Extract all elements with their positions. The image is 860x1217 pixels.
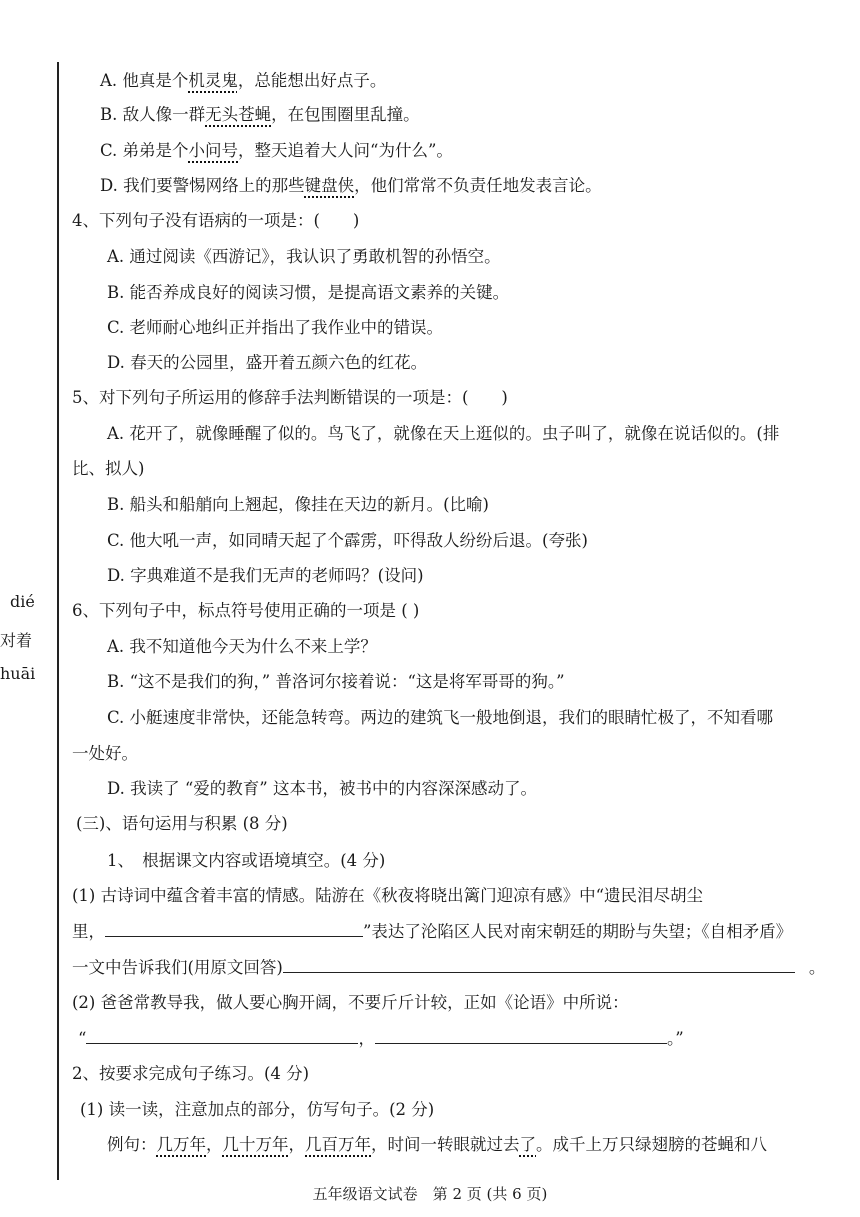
- q6-option-d: D. 我读了 “爱的教育” 这本书，被书中的内容深深感动了。: [107, 779, 537, 798]
- q6-stem: 6、下列句子中，标点符号使用正确的一项是 ( ): [72, 601, 420, 620]
- q3-option-d: D. 我们要警惕网络上的那些键盘侠，他们常常不负责任地发表言论。: [100, 176, 602, 195]
- q3-option-c: C. 弟弟是个小问号，整天追着大人问“为什么”。: [100, 141, 453, 160]
- q4-option-c: C. 老师耐心地纠正并指出了我作业中的错误。: [107, 318, 444, 337]
- fill-blank-1[interactable]: [105, 922, 363, 937]
- q6-option-c-line1: C. 小艇速度非常快，还能急转弯。两边的建筑飞一般地倒退，我们的眼睛忙极了，不知看哪: [107, 708, 774, 727]
- q3-option-a: A. 他真是个机灵鬼，总能想出好点子。: [100, 71, 387, 90]
- page-footer: 五年级语文试卷 第 2 页 (共 6 页): [312, 1185, 548, 1203]
- s3-q2-1: (1) 读一读，注意加点的部分，仿写句子。(2 分): [80, 1100, 435, 1119]
- q6-option-b: B. “这不是我们的狗，” 普洛诃尔接着说：“这是将军哥哥的狗。”: [107, 672, 565, 691]
- q5-option-c: C. 他大吼一声，如同晴天起了个霹雳，吓得敌人纷纷后退。(夸张): [107, 531, 588, 550]
- s3-q1-1-line1: (1) 古诗词中蕴含着丰富的情感。陆游在《秋夜将晓出篱门迎凉有感》中“遗民泪尽胡尘: [72, 886, 704, 905]
- q4-option-a: A. 通过阅读《西游记》，我认识了勇敢机智的孙悟空。: [107, 247, 501, 266]
- margin-text-fragment: 对着: [0, 631, 33, 650]
- section3-title: (三)、语句运用与积累 (8 分): [76, 814, 288, 833]
- margin-pinyin-huai: huāi: [0, 664, 36, 683]
- fill-blank-3[interactable]: [86, 1029, 358, 1044]
- s3-q1-2-line2: “ ， 。”: [78, 1029, 684, 1048]
- q3-option-b: B. 敌人像一群无头苍蝇，在包围圈里乱撞。: [100, 105, 420, 124]
- q5-option-a-line1: A. 花开了，就像睡醒了似的。鸟飞了，就像在天上逛似的。虫子叫了，就像在说话似的。(排: [107, 424, 780, 443]
- margin-pinyin-die: dié: [10, 592, 35, 611]
- fill-blank-2[interactable]: [283, 958, 795, 973]
- s3-q1-1-line2: 里， ”表达了沦陷区人民对南宋朝廷的期盼与失望；《自相矛盾》: [72, 922, 793, 941]
- s3-q1-2-line1: (2) 爸爸常教导我，做人要心胸开阔，不要斤斤计较，正如《论语》中所说：: [72, 993, 629, 1012]
- q5-option-a-line2: 比、拟人): [72, 459, 145, 478]
- q5-stem: 5、对下列句子所运用的修辞手法判断错误的一项是：( ): [72, 388, 508, 407]
- q5-option-d: D. 字典难道不是我们无声的老师吗？(设问): [107, 566, 424, 585]
- q4-option-b: B. 能否养成良好的阅读习惯，是提高语文素养的关键。: [107, 283, 510, 302]
- binding-margin-line: [57, 62, 59, 1180]
- q4-stem: 4、下列句子没有语病的一项是：( ): [72, 211, 360, 230]
- q6-option-a: A. 我不知道他今天为什么不来上学？: [107, 637, 377, 656]
- s3-q1-1-line3: 一文中告诉我们(用原文回答) 。: [72, 958, 826, 977]
- s3-q2-stem: 2、按要求完成句子练习。(4 分): [72, 1064, 310, 1083]
- fill-blank-4[interactable]: [375, 1029, 667, 1044]
- q6-option-c-line2: 一处好。: [72, 744, 138, 763]
- s3-q1-stem: 1、 根据课文内容或语境填空。(4 分): [107, 851, 386, 870]
- q4-option-d: D. 春天的公园里，盛开着五颜六色的红花。: [107, 353, 428, 372]
- q5-option-b: B. 船头和船艄向上翘起，像挂在天边的新月。(比喻): [107, 495, 489, 514]
- s3-example-sentence: 例句：几万年，几十万年，几百万年，时间一转眼就过去了。成千上万只绿翅膀的苍蝇和八: [107, 1135, 767, 1154]
